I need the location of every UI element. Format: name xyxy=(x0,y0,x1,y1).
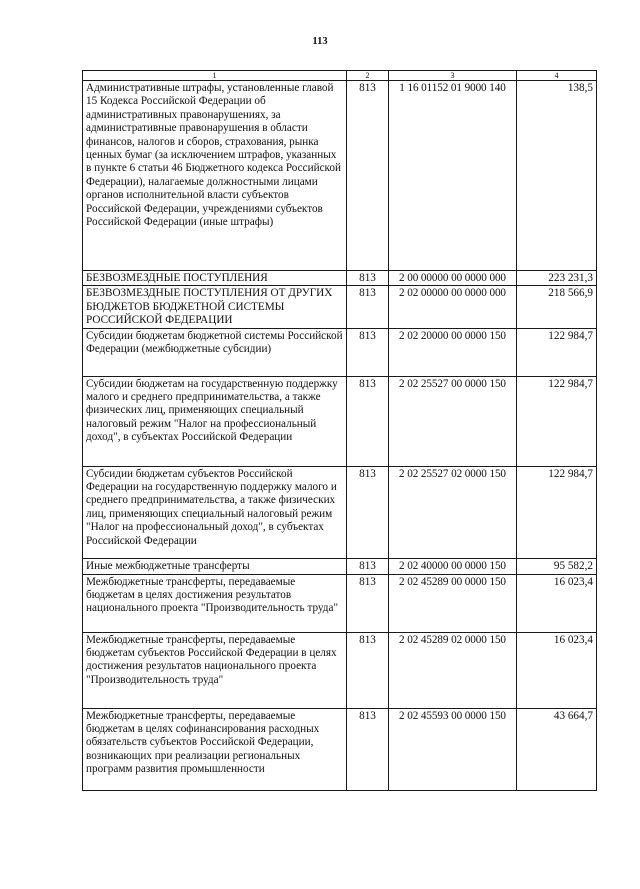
table-row xyxy=(83,81,597,271)
table-row xyxy=(83,558,597,574)
row-amount: 16 023,4 xyxy=(517,574,597,632)
row-admin-code: 813 xyxy=(347,574,389,632)
row-name: Субсидии бюджетам субъектов Российской Федерации на государственную поддержку малого и среднего предпринимательства, а также физических лиц, применяющих специальный налоговый режим "Налог на профессиональный доход", в субъектах Российской Федерации xyxy=(83,466,347,558)
row-amount: 138,5 xyxy=(517,81,597,271)
row-budget-code: 2 02 45593 00 0000 150 xyxy=(389,708,517,790)
row-amount: 95 582,2 xyxy=(517,558,597,574)
row-name: Межбюджетные трансферты, передаваемые бюджетам субъектов Российской Федерации в целях достижения результатов национального проекта "Производительность труда" xyxy=(83,632,347,708)
row-budget-code: 2 02 00000 00 0000 000 xyxy=(389,286,517,328)
row-name: Межбюджетные трансферты, передаваемые бюджетам в целях достижения результатов национального проекта "Производительность труда" xyxy=(83,574,347,632)
column-number-1: 1 xyxy=(83,71,347,81)
row-name: Субсидии бюджетам на государственную поддержку малого и среднего предпринимательства, а также физических лиц, применяющих специальный налоговый режим "Налог на профессиональный доход", в субъектах Российской Федерации xyxy=(83,376,347,466)
row-admin-code: 813 xyxy=(347,558,389,574)
budget-revenue-table xyxy=(82,70,597,791)
column-number-4: 4 xyxy=(517,71,597,81)
table-row xyxy=(83,466,597,558)
row-admin-code: 813 xyxy=(347,632,389,708)
column-number-3: 3 xyxy=(389,71,517,81)
row-admin-code: 813 xyxy=(347,328,389,376)
row-name: Субсидии бюджетам бюджетной системы Российской Федерации (межбюджетные субсидии) xyxy=(83,328,347,376)
row-amount: 43 664,7 xyxy=(517,708,597,790)
column-number-2: 2 xyxy=(347,71,389,81)
row-budget-code: 2 02 25527 02 0000 150 xyxy=(389,466,517,558)
row-name: Межбюджетные трансферты, передаваемые бюджетам в целях софинансирования расходных обязательств субъектов Российской Федерации, возникающих при реализации региональных программ развития промышленности xyxy=(83,708,347,790)
row-admin-code: 813 xyxy=(347,466,389,558)
row-admin-code: 813 xyxy=(347,271,389,286)
row-budget-code: 2 02 40000 00 0000 150 xyxy=(389,558,517,574)
table-row xyxy=(83,708,597,790)
row-amount: 218 566,9 xyxy=(517,286,597,328)
row-amount: 223 231,3 xyxy=(517,271,597,286)
row-admin-code: 813 xyxy=(347,376,389,466)
row-admin-code: 813 xyxy=(347,708,389,790)
table-row xyxy=(83,328,597,376)
row-budget-code: 2 00 00000 00 0000 000 xyxy=(389,271,517,286)
table-row xyxy=(83,376,597,466)
table-row xyxy=(83,271,597,286)
row-budget-code: 2 02 45289 02 0000 150 xyxy=(389,632,517,708)
table-row xyxy=(83,286,597,328)
row-name: БЕЗВОЗМЕЗДНЫЕ ПОСТУПЛЕНИЯ xyxy=(83,271,347,286)
row-amount: 16 023,4 xyxy=(517,632,597,708)
row-budget-code: 2 02 45289 00 0000 150 xyxy=(389,574,517,632)
row-amount: 122 984,7 xyxy=(517,376,597,466)
row-name: Административные штрафы, установленные главой 15 Кодекса Российской Федерации об административных правонарушениях, за административные правонарушения в области финансов, налогов и сборов, страхования, рынка ценных бумаг (за исключением штрафов, указанных в пункте 6 статьи 46 Бюджетного кодекса Российской Федерации), налагаемые должностными лицами органов исполнительной власти субъектов Российской Федерации, учреждениями субъектов Российской Федерации (иные штрафы) xyxy=(83,81,347,271)
row-budget-code: 2 02 25527 00 0000 150 xyxy=(389,376,517,466)
row-budget-code: 2 02 20000 00 0000 150 xyxy=(389,328,517,376)
table-row xyxy=(83,632,597,708)
row-name: БЕЗВОЗМЕЗДНЫЕ ПОСТУПЛЕНИЯ ОТ ДРУГИХ БЮДЖЕТОВ БЮДЖЕТНОЙ СИСТЕМЫ РОССИЙСКОЙ ФЕДЕРАЦИИ xyxy=(83,286,347,328)
row-budget-code: 1 16 01152 01 9000 140 xyxy=(389,81,517,271)
table-row xyxy=(83,574,597,632)
row-admin-code: 813 xyxy=(347,286,389,328)
row-admin-code: 813 xyxy=(347,81,389,271)
row-amount: 122 984,7 xyxy=(517,466,597,558)
row-amount: 122 984,7 xyxy=(517,328,597,376)
table-header-row xyxy=(83,71,597,81)
row-name: Иные межбюджетные трансферты xyxy=(83,558,347,574)
page-number: 113 xyxy=(312,36,328,47)
